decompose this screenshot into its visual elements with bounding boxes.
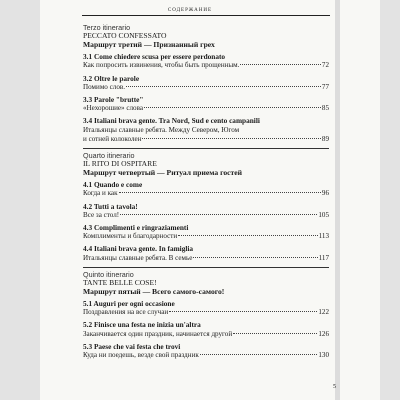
page-ref: 105 [318,210,329,219]
toc-entry-5-1[interactable] [83,299,329,317]
page-ref: 72 [321,61,329,70]
page-ref: 122 [318,308,329,317]
table-of-contents [83,24,329,360]
entry-row [83,351,329,360]
entry-title-ru: Итальянцы славные ребята. В семье [83,253,193,262]
entry-row [83,61,329,70]
entry-row [83,254,329,263]
entry-title-ru: «Нехорошие» слова [83,104,144,113]
entry-row [83,135,329,144]
entry-row [83,211,329,220]
entry-title-it: 3.2 Oltre le parole [83,73,140,83]
entry-title-it: 5.1 Auguri per ogni occasione [83,299,175,309]
page-ref: 130 [318,351,329,360]
leader-dots [120,214,317,215]
page-ref: 117 [318,253,329,262]
leader-dots [144,107,321,108]
toc-entry-3-1[interactable] [83,52,329,70]
entry-row [83,104,329,113]
entry-title-ru: Все за стол! [83,210,120,219]
header-rule [82,15,330,16]
leader-dots [126,86,321,87]
entry-title-it: 5.3 Paese che vai festa che trovi [83,341,181,351]
toc-entry-3-2[interactable] [83,74,329,92]
section-label: Quarto itinerario [83,151,135,161]
page-ref: 85 [321,104,329,113]
page-edge [335,0,340,400]
entry-row [83,83,329,92]
section-title: IL RITO DI OSPITARE [83,159,157,169]
leader-dots [240,64,320,65]
toc-entry-5-3[interactable] [83,342,329,360]
entry-row [83,189,329,198]
entry-title-ru: Помимо слов. [83,82,125,91]
entry-row [83,232,329,241]
leader-dots [178,235,317,236]
entry-title-ru: Заканчивается один праздник, начинается другой [83,329,233,338]
entry-title-ru-cont: и сотней колоколен [83,134,142,143]
toc-entry-5-2[interactable] [83,320,329,338]
entry-title-ru: Куда ни поедешь, везде свой праздник [83,351,199,360]
entry-title-it: 4.1 Quando e come [83,180,143,190]
leader-dots [193,257,317,258]
section-title: PECCATO CONFESSATO [83,31,167,40]
entry-title-ru: Когда и как [83,189,118,198]
section-label: Quinto itinerario [83,269,134,279]
section-fourth-itinerary [83,152,329,263]
entry-row [83,330,329,339]
section-subtitle: Маршрут четвертый — Ритуал приема гостей [83,168,242,178]
page-number: 5 [333,384,336,390]
entry-title-it: 4.2 Tutti a tavola! [83,201,138,211]
toc-entry-4-2[interactable] [83,202,329,220]
entry-title-it: 3.4 Italiani brava gente. Tra Nord, Sud e cento campanili [83,116,260,126]
entry-title-it: 4.4 Italiani brava gente. In famiglia [83,244,194,254]
leader-dots [233,333,317,334]
leader-dots [142,138,320,139]
toc-entry-3-4[interactable] [83,116,329,144]
entry-title-it: 4.3 Complimenti e ringraziamenti [83,223,189,233]
running-header: СОДЕРЖАНИЕ [167,8,213,13]
entry-title-ru: Как попросить извинения, чтобы быть прощенным. [83,61,240,70]
section-label: Terzo itinerario [83,23,131,32]
section-third-itinerary [83,24,329,144]
toc-entry-4-1[interactable] [83,180,329,198]
section-fifth-itinerary [83,271,329,360]
page-ref: 113 [318,232,329,241]
book-page [40,0,380,400]
entry-title-it: 3.3 Parole "brutte" [83,95,144,105]
section-divider [83,267,329,268]
entry-title-ru: Комплименты и благодарности [83,232,178,241]
entry-title-it: 3.1 Come chiedere scusa per essere perdonato [83,52,226,62]
toc-entry-4-4[interactable] [83,244,329,262]
page-ref: 96 [321,189,329,198]
toc-entry-3-3[interactable] [83,95,329,113]
entry-row [83,308,329,317]
section-subtitle: Маршрут третий — Признанный грех [83,40,215,50]
entry-title-ru: Итальянцы славные ребята. Между Севером, Югом [83,125,240,134]
page-ref: 126 [318,329,329,338]
section-title: TANTE BELLE COSE! [83,277,157,287]
section-divider [83,148,329,149]
page-ref: 77 [321,82,329,91]
toc-entry-4-3[interactable] [83,223,329,241]
leader-dots [119,192,321,193]
entry-title-it: 5.2 Finisce una festa ne inizia un'altra [83,320,201,330]
entry-title-ru: Поздравления на все случаи [83,308,169,317]
section-subtitle: Маршрут пятый — Всего самого-самого! [83,287,225,297]
page-ref: 89 [321,134,329,143]
leader-dots [169,311,317,312]
leader-dots [200,354,318,355]
